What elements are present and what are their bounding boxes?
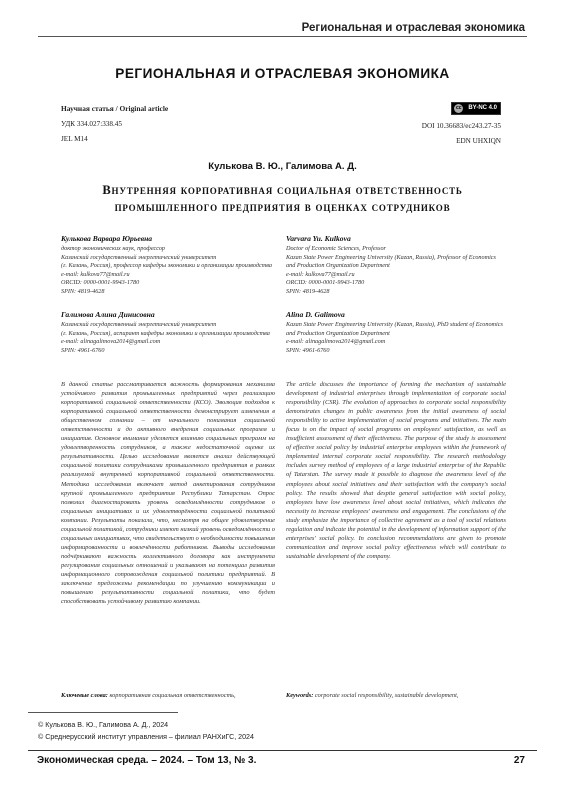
keywords-ru [61,692,275,701]
section-title: РЕГИОНАЛЬНАЯ И ОТРАСЛЕВАЯ ЭКОНОМИКА [115,66,450,81]
author-spin: SPIN: 4819-4628 [61,287,105,295]
author-orcid: ORCID: 0000-0001-9943-1780 [61,279,140,287]
keywords-label: Ключевые слова: [61,692,108,699]
creative-commons-icon: cc [456,105,462,111]
author-position: (г. Казань, Россия), профессор кафедры экономики и организации производства [61,262,272,270]
author-name: Кулькова Варвара Юрьевна [61,234,153,243]
author-ru-2 [61,310,275,355]
author-spin: SPIN: 4819-4628 [286,287,330,295]
cc-license-badge[interactable] [451,102,501,115]
author-affiliation: Казанский государственный энергетический университет [61,253,217,261]
author-name: Alina D. Galimova [286,310,345,319]
author-email[interactable]: e-mail: alinagalimova2014@gmail.com [61,338,161,346]
jel-code: JEL M14 [61,135,88,143]
journal-citation: Экономическая среда. – 2024. – Том 13, № 3. [37,755,257,766]
author-name: Галимова Алина Динисовна [61,310,155,319]
copyright-authors: © Кулькова В. Ю., Галимова А. Д., 2024 [38,721,169,729]
author-affiliation: Kazan State Power Engineering University (Kazan, Russia), Professor of Economics and Production Organization Department [286,253,496,270]
article-title: Внутренняя корпоративная социальная ответственность промышленного предприятия в оценках сотрудников [102,183,463,214]
page-number: 27 [513,755,525,766]
authors-line: Кулькова В. Ю., Галимова А. Д. [208,161,357,172]
keywords-label: Keywords: [286,692,314,699]
author-affiliation: Kazan State Power Engineering University (Kazan, Russia), PhD student of Economics and Production Organization Department [286,321,503,337]
copyright-block [38,719,254,743]
author-position: (г. Казань, Россия), аспирант кафедры экономики и организации производства [61,329,270,337]
footnote-divider [28,712,178,713]
author-en-1 [286,234,506,297]
edn: EDN UHXIQN [456,137,501,145]
author-email[interactable]: e-mail: alinagalimova2014@gmail.com [286,338,386,346]
abstract-ru: В данной статье рассматривается важность формирования механизма устойчивого развития промышленных предприятий через реализацию корпоративной социальной ответственности (КСО). Эволюция подходов к корпоративной социальной ответственности демонстрирует изменения в общественном сознании – от начального понимания социальной ответственности и до активного внедрения социальных программ и инициатив. Основное внимание уделяется влиянию социальных программ на удовлетворенность сотрудников, а также недостаточной оценке их результативности. Целью исследования является анализ действующей социальной политики сотрудниками промышленного предприятия в рамках реализуемой внутренней корпоративной социальной ответственности. Методика исследования включает метод анкетирования сотрудников крупной промышленного предприятия Республики Татарстан. Опрос позволил диагностировать уровень осведомлённости сотрудников о социальных инициативах и их удовлетворённости социальной политикой компании. Результаты показали, что, несмотря на общее удовлетворение социальной политикой, сотрудники имеют низкий уровень осведомлённости о социальных инициативах, что свидетельствует о необходимости повышения информированности и вовлечённости работников. Выводы исследования подчёркивают важность коллективного договора как инструмента регулирования социальных отношений и указывают на потенциал развития информационного сопровождения социальной политики предприятий. В заключение предложены рекомендации по улучшению коммуникации и повышению результативности социальной политики, что будет способствовать устойчивому развитию компании. [61,381,275,606]
author-en-2 [286,310,506,355]
author-name: Varvara Yu. Kulkova [286,234,351,243]
header-divider [38,36,527,37]
keywords-text: корпоративная социальная ответственность, [109,692,236,699]
author-ru-1 [61,234,275,297]
author-spin: SPIN: 4961-6760 [61,346,105,354]
keywords-text: corporate social responsibility, sustainable development, [314,692,459,699]
author-orcid: ORCID: 0000-0001-9943-1780 [286,279,365,287]
copyright-publisher: © Среднерусский институт управления – филиал РАНХиГС, 2024 [38,733,254,741]
author-affiliation: Казанский государственный энергетический университет [61,321,217,328]
udk-code: УДК 334.027:338.45 [61,119,122,128]
author-degree: доктор экономических наук, профессор [61,245,166,252]
doi[interactable]: DOI 10.36683/ec243.27-35 [421,121,501,130]
author-email[interactable]: e-mail: kulkova77@mail.ru [286,270,355,278]
abstract-en: The article discusses the importance of forming the mechanism of sustainable development of industrial enterprises through implementation of corporate social responsibility (CSR). The evolution of approaches to corporate social responsibility demonstrates changes in public awareness from the initial awareness of social responsibility to active implementation of social programs and initiatives. The main focus is on the impact of social programs on employees' satisfaction, as well as insufficient assessment of their effectiveness. The purpose of the study is assessment of effective social policy by industrial enterprise employees within the framework of implemented internal corporate social responsibility. The research methodology includes survey method of employees of a large industrial enterprise of the Republic of Tatarstan. The survey made it possible to diagnose the awareness level of the employees about social initiatives and their satisfaction with the company's social policy. The results showed that despite general satisfaction with social policy, employees have low awareness level about social initiatives, which indicates the necessity to increase employees' awareness and engagement. The conclusions of the study emphasize the importance of collective agreement as a tool of social relations regulation and indicate the potential in the development of information support of the enterprises' social policy. In conclusion recommendations are given to promote communication and improve social policy effectiveness which will contribute to sustainable development of the company. [286,381,506,560]
author-spin: SPIN: 4961-6760 [286,346,330,354]
article-meta-left [61,104,168,151]
article-meta-right [422,102,501,153]
running-header: Региональная и отраслевая экономика [301,22,525,34]
article-type: Научная статья / Original article [61,104,169,113]
keywords-en [286,692,506,701]
license-label: BY-NC 4.0 [468,105,497,111]
author-email[interactable]: e-mail: kulkova77@mail.ru [61,270,130,278]
footer-divider [28,750,537,751]
author-degree: Doctor of Economic Sciences, Professor [286,245,386,252]
